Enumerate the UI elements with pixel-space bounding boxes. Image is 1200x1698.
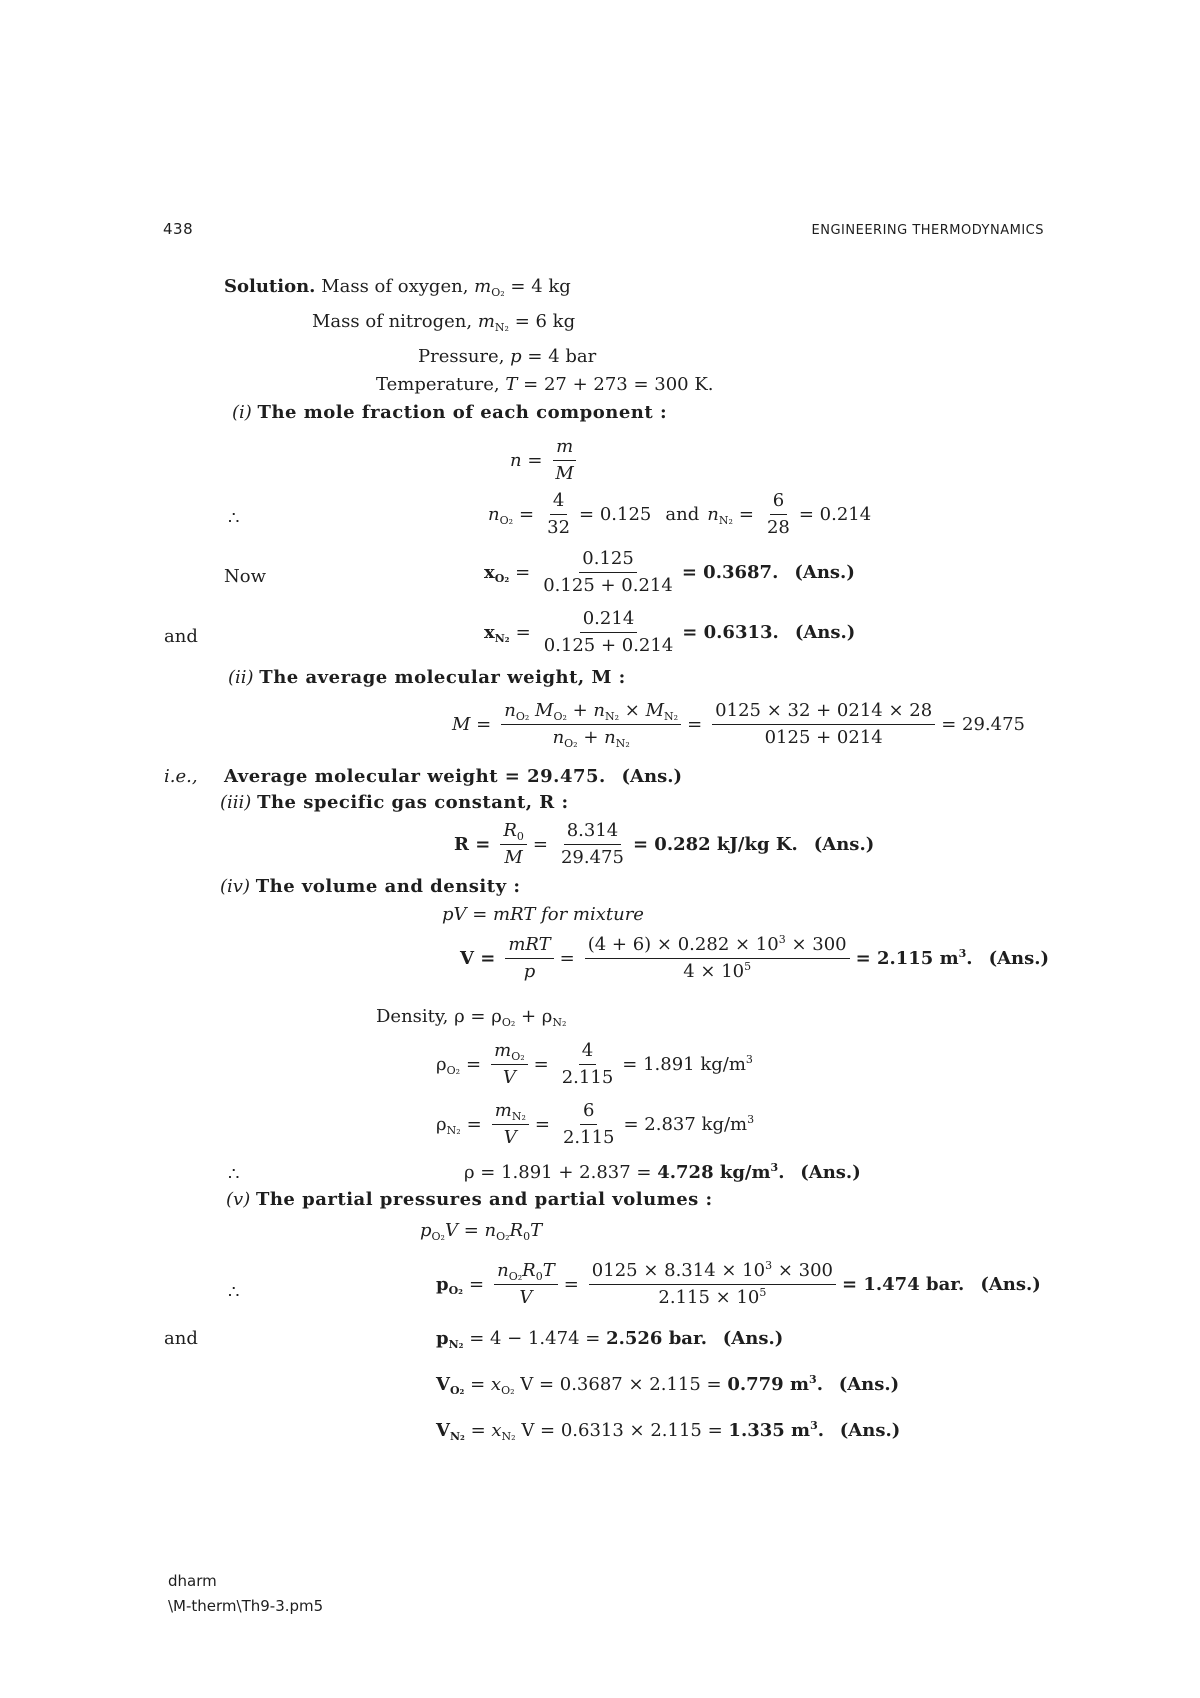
frac-den: V <box>519 1287 533 1308</box>
o2-sub: O₂ <box>491 286 505 299</box>
page-number: 438 <box>163 220 194 238</box>
frac-num: $n_{O_2}R_0T$ <box>494 1260 558 1285</box>
now-word: Now <box>224 566 266 587</box>
rho-result: 4.728 $kg/m^3$. <box>657 1161 785 1183</box>
pN2-lhs: $p_{N_2}$ <box>436 1328 464 1351</box>
frac-den: p <box>523 961 536 982</box>
m-over-M <box>552 436 576 485</box>
oxygen-label: Mass of oxygen, <box>321 276 469 297</box>
R-result: = 0.282 kJ/kg K. <box>632 834 798 855</box>
xO2-fraction <box>540 548 676 597</box>
pN2-expression: = 4 − 1.474 = <box>469 1328 601 1349</box>
part3-heading <box>220 792 569 813</box>
pN2-equation <box>436 1328 783 1349</box>
part1-heading <box>232 402 667 423</box>
vO2-lhs: $V_{O_2}$ <box>436 1374 465 1397</box>
frac-num: 4 <box>579 1040 596 1065</box>
footer-line2: \M-therm\Th9-3.pm5 <box>168 1597 324 1615</box>
rhoO2-value: = 1.891 $kg/m^3$ <box>622 1053 753 1075</box>
vN2-lhs: $V_{N_2}$ <box>436 1420 465 1443</box>
M-result: = 29.475 <box>941 714 1025 735</box>
given-temperature <box>376 374 714 395</box>
temperature-label: Temperature, <box>376 374 500 395</box>
partial-pressure-relation: $p_{O_2}V = n_{O_2}R_0T$ <box>420 1220 543 1243</box>
part3-number: (iii) <box>220 792 252 813</box>
total-density <box>464 1162 861 1183</box>
pressure-value: = 4 bar <box>527 346 597 367</box>
and-word: and <box>665 504 700 525</box>
frac-den: 0.125 + 0.214 <box>543 575 673 596</box>
therefore-symbol: ∴ <box>228 1164 240 1185</box>
solution-label: Solution. <box>224 276 316 297</box>
nO2-lhs: $n_{O_2}$ <box>488 504 514 527</box>
ans-label: (Ans.) <box>839 1420 901 1441</box>
density-sum: Density, $\rho = \rho_{O_2} + \rho_{N_2}$ <box>376 1006 567 1029</box>
mass-over-volume <box>492 1100 529 1149</box>
frac-den: 2.115 <box>561 1067 614 1088</box>
frac-num: 6 <box>770 490 787 515</box>
m-symbol: m <box>477 311 495 332</box>
mole-number-equation <box>510 436 583 485</box>
part2-heading <box>228 667 626 688</box>
frac-den: M <box>504 847 523 868</box>
frac-num: $(4 + 6) \times 0.282 \times 10^3 \times 300$ <box>585 934 850 959</box>
and-word: and <box>164 1328 198 1349</box>
numeric-fraction <box>560 1100 618 1149</box>
pO2-result: = 1.474 bar. <box>842 1274 965 1295</box>
pO2-lhs: $p_{O_2}$ <box>436 1274 463 1297</box>
gas-constant-equation: R = $\frac{R_0}{M}$ = $\frac{8.314}{29.475}$ = 0.282 kJ/kg K. (Ans.) <box>454 820 875 868</box>
frac-num: $m_{O_2}$ <box>491 1040 528 1065</box>
ans-label: (Ans.) <box>838 1374 900 1395</box>
part5-title: The partial pressures and partial volumes : <box>255 1189 713 1210</box>
mRT-over-p <box>505 934 553 983</box>
nO2-fraction <box>544 490 573 539</box>
frac-num: mRT <box>505 934 553 959</box>
nN2-lhs: $n_{N_2}$ <box>707 504 733 527</box>
frac-den: 32 <box>547 517 571 538</box>
frac-den: 2.115 <box>562 1127 615 1148</box>
xN2-result: = 0.6313. <box>682 622 779 643</box>
moles-equation: $n_{O_2}$ = $\frac{4}{32}$ = 0.125 and $n_{N_2}$ = $\frac{6}{28}$ = 0.214 <box>488 490 872 538</box>
frac-den: M <box>555 463 574 484</box>
rhoN2-lhs: $\rho_{N_2}$ <box>436 1114 461 1137</box>
vN2-result: 1.335 $m^3$. <box>728 1419 825 1441</box>
rhoN2-equation: $\rho_{N_2}$ = $\frac{m_{N_2}}{V}$ = $\frac{6}{2.115}$ = 2.837 $kg/m^3$ <box>436 1100 755 1148</box>
R-lhs: R = <box>454 834 491 855</box>
footer-line1: dharm <box>168 1572 217 1590</box>
frac-num: 0.125 <box>579 548 637 573</box>
xN2-lhs: $x_{N_2}$ <box>484 622 510 645</box>
nN2-fraction <box>764 490 793 539</box>
vO2-expression: V = 0.3687 × 2.115 = <box>520 1374 722 1395</box>
V-result: = 2.115 $m^3$. <box>855 947 973 969</box>
m-symbol: m <box>474 276 492 297</box>
frac-num: 0.214 <box>580 608 638 633</box>
part4-number: (iv) <box>220 876 250 897</box>
ie-label: i.e., <box>164 766 198 787</box>
frac-num: 6 <box>580 1100 597 1125</box>
nN2-value: = 0.214 <box>798 504 872 525</box>
part5-number: (v) <box>226 1189 251 1210</box>
part4-heading <box>220 876 520 897</box>
pressure-label: Pressure, <box>418 346 505 367</box>
given-pressure <box>418 346 596 367</box>
numeric-fraction <box>559 1040 617 1089</box>
average-mw-conclusion <box>224 766 682 787</box>
xO2-lhs: $x_{O_2}$ <box>484 562 510 585</box>
nitrogen-label: Mass of nitrogen, <box>312 311 473 332</box>
frac-den: 29.475 <box>560 847 624 868</box>
R0-over-M <box>500 820 527 869</box>
part2-title: The average molecular weight, M : <box>259 667 626 688</box>
vO2-result: 0.779 $m^3$. <box>727 1373 823 1395</box>
symbolic-fraction <box>494 1260 558 1309</box>
ans-label: (Ans.) <box>722 1328 784 1349</box>
xN2-fraction <box>541 608 677 657</box>
given-oxygen <box>224 276 571 297</box>
oxygen-value: = 4 kg <box>510 276 571 297</box>
n-lhs: n = <box>510 450 543 471</box>
mass-over-volume <box>491 1040 528 1089</box>
part2-number: (ii) <box>228 667 254 688</box>
running-title: ENGINEERING THERMODYNAMICS <box>811 223 1044 238</box>
xO2-result: = 0.3687. <box>681 562 779 583</box>
n2-sub: N₂ <box>494 321 509 334</box>
ans-label: (Ans.) <box>813 834 875 855</box>
therefore-symbol: ∴ <box>228 508 240 529</box>
frac-den: 28 <box>766 517 790 538</box>
numeric-fraction <box>585 934 850 983</box>
ans-label: (Ans.) <box>794 622 856 643</box>
xN2-equation: $x_{N_2}$ = $\frac{0.214}{0.125 + 0.214}$ = 0.6313. (Ans.) <box>484 608 856 656</box>
V-lhs: V = <box>460 948 496 969</box>
and-word: and <box>164 626 198 647</box>
numeric-fraction <box>558 820 627 869</box>
frac-den: V <box>503 1127 517 1148</box>
pN2-result: 2.526 bar. <box>606 1328 708 1349</box>
ans-label: (Ans.) <box>621 766 683 787</box>
given-nitrogen <box>312 311 575 332</box>
density-label: Density, <box>376 1006 449 1027</box>
molecular-weight-equation: M = $\frac{n_{O_2} M_{O_2} + n_{N_2} \times M_{N_2}}{n_{O_2} + n_{N_2}}$ = $\frac{0125 \times 32 + 0214 \times 28}{0125 + 0214}$ = 29.475 <box>452 700 1025 750</box>
part3-title: The specific gas constant, R : <box>257 792 569 813</box>
frac-den: $4 \times 10^5$ <box>683 960 752 982</box>
M-lhs: M = <box>452 714 492 735</box>
volume-equation: V = $\frac{\text{mRT}}{p}$ = $\frac{(4 + 6) \times 0.282 \times 10^3 \times 300}{4 \times 10^5}$ = 2.115 $m^3$. (Ans.) <box>460 933 1050 982</box>
numeric-fraction <box>712 700 935 749</box>
ans-label: (Ans.) <box>800 1162 861 1183</box>
frac-num: 8.314 <box>564 820 622 845</box>
part1-title: The mole fraction of each component : <box>257 402 668 423</box>
vO2-equation: $V_{O_2} = x_{O_2}$ V = 0.3687 × 2.115 = 0.779 $m^3$. (Ans.) <box>436 1373 900 1397</box>
part4-title: The volume and density : <box>255 876 521 897</box>
numeric-fraction <box>589 1260 836 1309</box>
xO2-equation: $x_{O_2}$ = $\frac{0.125}{0.125 + 0.214}$ = 0.3687. (Ans.) <box>484 548 855 596</box>
frac-den: 0.125 + 0.214 <box>543 635 674 656</box>
vN2-expression: V = 0.6313 × 2.115 = <box>521 1420 723 1441</box>
frac-num: $n_{O_2}$ $M_{O_2} + n_{N_2} \times M_{N_2}$ <box>501 700 681 725</box>
ans-label: (Ans.) <box>988 948 1050 969</box>
rhoO2-equation: $\rho_{O_2}$ = $\frac{m_{O_2}}{V}$ = $\frac{4}{2.115}$ = 1.891 $kg/m^3$ <box>436 1040 753 1088</box>
nO2-value: = 0.125 <box>579 504 652 525</box>
therefore-symbol: ∴ <box>228 1282 240 1303</box>
frac-num: $m_{N_2}$ <box>492 1100 529 1125</box>
frac-den: 0125 + 0214 <box>764 727 883 748</box>
pO2-equation: $p_{O_2}$ = $\frac{n_{O_2}R_0T}{V}$ = $\frac{0125 \times 8.314 \times 10^3 \times 300}{2.115 \times 10^5}$ = 1.474 bar. (Ans.) <box>436 1259 1041 1308</box>
ideal-gas-relation: pV = mRT for mixture <box>442 904 644 925</box>
part5-heading <box>226 1189 713 1210</box>
ans-label: (Ans.) <box>794 562 855 583</box>
rhoO2-lhs: $\rho_{O_2}$ <box>436 1054 461 1077</box>
nitrogen-value: = 6 kg <box>514 311 576 332</box>
t-symbol: T <box>505 374 518 395</box>
frac-num: 4 <box>550 490 567 515</box>
frac-den: V <box>502 1067 516 1088</box>
frac-den: $2.115 \times 10^5$ <box>658 1286 767 1308</box>
conclusion-text: Average molecular weight = 29.475. <box>224 766 606 787</box>
frac-den: $n_{O_2} + n_{N_2}$ <box>552 727 630 750</box>
vN2-equation: $V_{N_2} = x_{N_2}$ V = 0.6313 × 2.115 = 1.335 $m^3$. (Ans.) <box>436 1419 901 1443</box>
ans-label: (Ans.) <box>980 1274 1041 1295</box>
temperature-value: = 27 + 273 = 300 K. <box>523 374 714 395</box>
p-symbol: p <box>510 346 522 367</box>
part1-number: (i) <box>232 402 252 423</box>
rho-sum: ρ = 1.891 + 2.837 = <box>464 1162 652 1183</box>
frac-num: m <box>553 436 576 461</box>
rhoN2-value: = 2.837 $kg/m^3$ <box>623 1113 755 1135</box>
frac-num: 0125 × 32 + 0214 × 28 <box>712 700 935 725</box>
frac-num: $R_0$ <box>500 820 527 845</box>
frac-num: $0125 \times 8.314 \times 10^3 \times 300$ <box>589 1260 836 1285</box>
symbolic-fraction <box>501 700 681 749</box>
